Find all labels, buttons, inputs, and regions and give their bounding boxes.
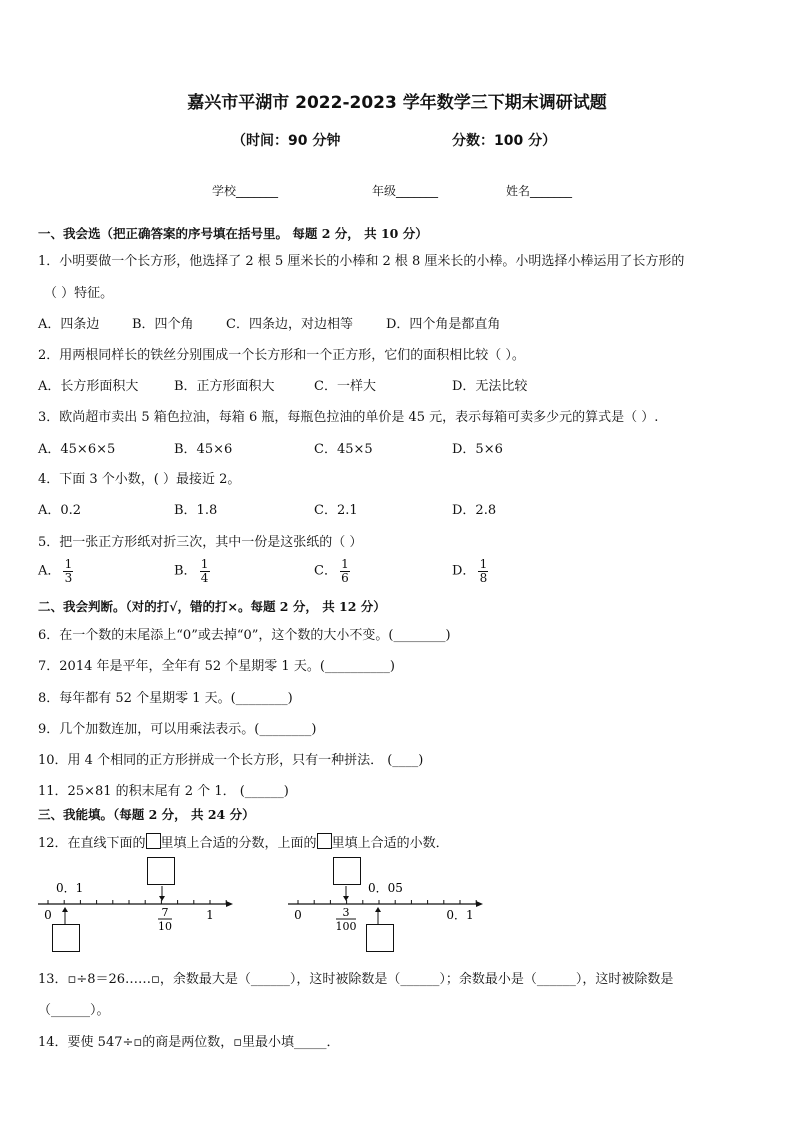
q12-text-post: 里填上合适的小数． xyxy=(331,836,449,851)
question-5: 5．把一张正方形纸对折三次，其中一份是这张纸的（ ） xyxy=(38,535,363,550)
arrow-down-head xyxy=(159,896,165,901)
option-label: C． xyxy=(314,563,337,579)
question-4: 4．下面 3 个小数，( ）最接近 2。 xyxy=(38,472,241,487)
denominator: 8 xyxy=(479,570,488,585)
q4-option-b[interactable]: B．1.8 xyxy=(174,503,218,518)
question-12 xyxy=(38,832,449,851)
question-2: 2．用两根同样长的铁丝分别围成一个长方形和一个正方形，它们的面积相比较（ ）。 xyxy=(38,348,525,363)
question-7[interactable]: 7．2014 年是平年，全年有 52 个星期零 1 天。(__________) xyxy=(38,659,395,674)
q4-option-d[interactable]: D．2.8 xyxy=(452,503,497,518)
grade-field[interactable]: 年级_______ xyxy=(372,184,439,198)
number-line-2-zero: 0 xyxy=(294,908,302,922)
empty-box-icon xyxy=(146,833,161,849)
arrow-right-icon xyxy=(476,901,483,907)
question-1-line2: （ ）特征。 xyxy=(44,286,114,301)
number-line-2-top-label: 0．05 xyxy=(368,881,403,895)
q5-option-b[interactable] xyxy=(174,558,210,584)
question-3: 3．欧尚超市卖出 5 箱色拉油，每箱 6 瓶，每瓶色拉油的单价是 45 元，表示每箱可卖多少元的算式是（ ）. xyxy=(38,410,659,425)
q1-option-b[interactable]: B．四个角 xyxy=(132,317,194,332)
answer-box-fraction-2[interactable] xyxy=(366,924,394,952)
q5-option-d[interactable] xyxy=(452,558,488,584)
question-11[interactable]: 11．25×81 的积末尾有 2 个 1． (______) xyxy=(38,784,289,799)
number-line-1-one: 1 xyxy=(206,908,214,922)
q5-option-a[interactable] xyxy=(38,558,73,584)
question-6[interactable]: 6．在一个数的末尾添上“0”或去掉“0”，这个数的大小不变。(________) xyxy=(38,628,451,643)
question-13-line1[interactable]: 13．▫÷8＝26……▫，余数最大是（______），这时被除数是（______）；余数最小是（______），这时被除数是 xyxy=(38,972,674,987)
numerator: 1 xyxy=(200,557,209,571)
number-line-1-top-label: 0．1 xyxy=(56,881,84,895)
option-label: B． xyxy=(174,563,197,579)
q2-option-b[interactable]: B．正方形面积大 xyxy=(174,379,275,394)
option-label: D． xyxy=(452,563,476,579)
q3-option-d[interactable]: D．5×6 xyxy=(452,442,503,457)
arrow-up-head xyxy=(62,907,68,912)
option-label: A． xyxy=(38,563,61,579)
numerator: 1 xyxy=(341,557,349,571)
q2-option-c[interactable]: C．一样大 xyxy=(314,379,376,394)
q3-option-c[interactable]: C．45×5 xyxy=(314,442,373,457)
numerator: 1 xyxy=(64,557,73,571)
q3-option-b[interactable]: B．45×6 xyxy=(174,442,233,457)
q12-text-mid: 里填上合适的分数，上面的 xyxy=(160,836,317,851)
number-line-1-zero: 0 xyxy=(44,908,52,922)
answer-box-decimal-2[interactable] xyxy=(333,857,361,885)
q1-option-d[interactable]: D．四个角是都直角 xyxy=(386,317,501,332)
empty-box-icon xyxy=(317,833,332,849)
q2-option-a[interactable]: A．长方形面积大 xyxy=(38,379,139,394)
question-1-line1: 1．小明要做一个长方形，他选择了 2 根 5 厘米长的小棒和 2 根 8 厘米长的小棒。小明选择小棒运用了长方形的 xyxy=(38,254,685,269)
fraction xyxy=(63,558,73,584)
q2-option-d[interactable]: D．无法比较 xyxy=(452,379,528,394)
page-title: 嘉兴市平湖市 2022-2023 学年数学三下期末调研试题 xyxy=(187,93,607,113)
question-13-line2[interactable]: （______）。 xyxy=(38,1003,110,1018)
question-9[interactable]: 9．几个加数连加，可以用乘法表示。(________) xyxy=(38,722,317,737)
section-heading-fill: 三、我能填。（每题 2 分， 共 24 分） xyxy=(38,807,255,822)
q4-option-a[interactable]: A．0.2 xyxy=(38,503,82,518)
q1-option-c[interactable]: C．四条边，对边相等 xyxy=(226,317,353,332)
fraction xyxy=(200,558,210,584)
name-field[interactable]: 姓名_______ xyxy=(506,184,573,198)
fraction xyxy=(478,558,488,584)
q12-text-pre: 12．在直线下面的 xyxy=(38,836,146,851)
denominator: 6 xyxy=(341,570,349,585)
question-8[interactable]: 8．每年都有 52 个星期零 1 天。(________) xyxy=(38,691,293,706)
fraction xyxy=(340,558,350,584)
answer-box-fraction-1[interactable] xyxy=(52,924,80,952)
question-14[interactable]: 14．要使 547÷▫的商是两位数，▫里最小填_____． xyxy=(38,1035,340,1050)
q1-option-a[interactable]: A．四条边 xyxy=(38,317,100,332)
arrow-up-head xyxy=(375,907,381,912)
number-line-2-end: 0．1 xyxy=(446,908,474,922)
number-line-1-frac-den: 10 xyxy=(158,920,172,933)
q4-option-c[interactable]: C．2.1 xyxy=(314,503,358,518)
exam-time: （时间：90 分钟 xyxy=(232,133,341,149)
arrow-down-head xyxy=(343,896,349,901)
question-10[interactable]: 10．用 4 个相同的正方形拼成一个长方形，只有一种拼法． (____) xyxy=(38,753,424,768)
exam-score: 分数：100 分） xyxy=(452,133,557,149)
denominator: 3 xyxy=(64,570,73,585)
number-line-2-frac-den: 100 xyxy=(335,920,357,933)
number-line-2-frac-num: 3 xyxy=(342,906,350,919)
school-field[interactable]: 学校_______ xyxy=(212,184,279,198)
q3-option-a[interactable]: A．45×6×5 xyxy=(38,442,116,457)
numerator: 1 xyxy=(479,557,488,571)
section-heading-choice: 一、我会选（把正确答案的序号填在括号里。 每题 2 分， 共 10 分） xyxy=(38,226,428,241)
section-heading-judge: 二、我会判断。（对的打√，错的打×。每题 2 分， 共 12 分） xyxy=(38,599,386,614)
number-line-1-frac-num: 7 xyxy=(161,906,169,919)
answer-box-decimal-1[interactable] xyxy=(147,857,175,885)
denominator: 4 xyxy=(200,570,209,585)
q5-option-c[interactable] xyxy=(314,558,350,584)
arrow-right-icon xyxy=(226,901,233,907)
